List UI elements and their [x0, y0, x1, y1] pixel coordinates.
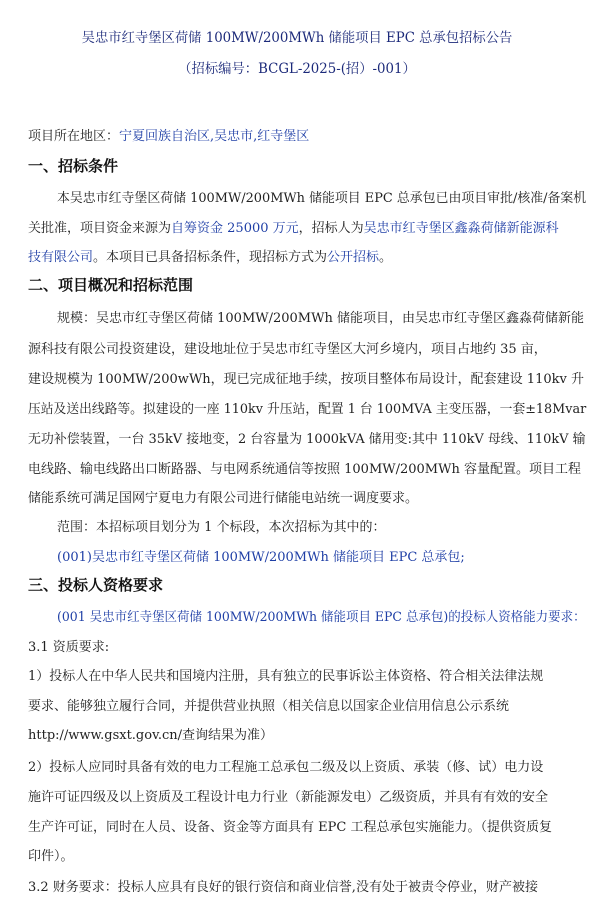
paragraph-line: 2）投标人应同时具备有效的电力工程施工总承包二级及以上资质、承装（修、试）电力设 [28, 760, 544, 775]
project-location [28, 125, 309, 144]
document-title: 吴忠市红寺堡区荷储 100MW/200MWh 储能项目 EPC 总承包招标公告 [81, 30, 513, 46]
tender-method: 公开招标 [327, 250, 380, 265]
paragraph-line: 1）投标人在中华人民共和国境内注册，具有独立的民事诉讼主体资格、符合相关法律法规 [28, 669, 544, 684]
location-label: 项目所在地区： [28, 129, 120, 144]
paragraph-line: 电线路、输电线路出口断路器、与电网系统通信等按照 100MW/200MWh 容量配置。项目工程 [28, 462, 581, 477]
paragraph-line [28, 217, 559, 236]
paragraph-line: 建设规模为 100MW/200wWh，现已完成征地手续，按项目整体布局设计，配套建设 110kv 升 [28, 372, 584, 387]
section-heading-tender-conditions: 一、招标条件 [28, 157, 119, 175]
text-span: 关批准，项目资金来源为 [28, 221, 172, 236]
paragraph-line [28, 246, 392, 265]
paragraph-line: 施许可证四级及以上资质及工程设计电力行业（新能源发电）乙级资质，并具有有效的安全 [28, 790, 549, 805]
paragraph-line: 压站及送出线路等。拟建设的一座 110kv 升压站，配置 1 台 100MVA 主变压器，一套±18Mvar [28, 402, 587, 417]
qualification-intro: (001 吴忠市红寺堡区荷储 100MW/200MWh 储能项目 EPC 总承包)的投标人资格能力要求： [57, 610, 586, 625]
text-span: 。本项目已具备招标条件，现招标方式为 [93, 250, 328, 265]
scope-item: (001)吴忠市红寺堡区荷储 100MW/200MWh 储能项目 EPC 总承包; [57, 550, 465, 565]
paragraph-line: 储能系统可满足国网宁夏电力有限公司进行储能电站统一调度要求。 [28, 491, 419, 506]
paragraph-line: 印件）。 [28, 849, 74, 864]
text-span: 。 [379, 250, 393, 265]
paragraph-line: 本吴忠市红寺堡区荷储 100MW/200MWh 储能项目 EPC 总承包已由项目审批/核准/备案机 [57, 191, 587, 206]
tenderer-name: 吴忠市红寺堡区鑫淼荷储新能源科 [363, 221, 559, 236]
location-value: 宁夏回族自治区,吴忠市,红寺堡区 [119, 129, 310, 144]
section-heading-bidder-qualifications: 三、投标人资格要求 [28, 576, 164, 594]
funding-source: 自筹资金 25000 万元 [171, 221, 299, 236]
tenderer-name-cont: 技有限公司 [28, 250, 94, 265]
paragraph-line: 生产许可证，同时在人员、设备、资金等方面具有 EPC 工程总承包实施能力。（提供资质复 [28, 820, 552, 835]
tender-number: （招标编号：BCGL-2025-(招）-001） [178, 61, 416, 77]
subsection-qualification: 3.1 资质要求: [28, 640, 110, 655]
paragraph-line: http://www.gsxt.gov.cn/查询结果为准） [28, 728, 274, 743]
text-span: ，招标人为 [298, 221, 364, 236]
paragraph-line: 要求、能够独立履行合同，并提供营业执照（相关信息以国家企业信用信息公示系统 [28, 699, 510, 714]
subsection-financial: 3.2 财务要求：投标人应具有良好的银行资信和商业信誉,没有处于被责令停业，财产被接 [28, 880, 538, 895]
paragraph-line: 规模：吴忠市红寺堡区荷储 100MW/200MWh 储能项目，由吴忠市红寺堡区鑫淼荷储新能 [57, 311, 584, 326]
paragraph-line: 无功补偿装置，一台 35kV 接地变，2 台容量为 1000kVA 储用变:其中 110kV 母线、110kV 输 [28, 432, 586, 447]
paragraph-line: 源科技有限公司投资建设，建设地址位于吴忠市红寺堡区大河乡境内，项目占地约 35 亩， [28, 342, 547, 357]
section-heading-project-overview: 二、项目概况和招标范围 [28, 276, 194, 294]
scope-label: 范围：本招标项目划分为 1 个标段，本次招标为其中的： [57, 520, 386, 535]
